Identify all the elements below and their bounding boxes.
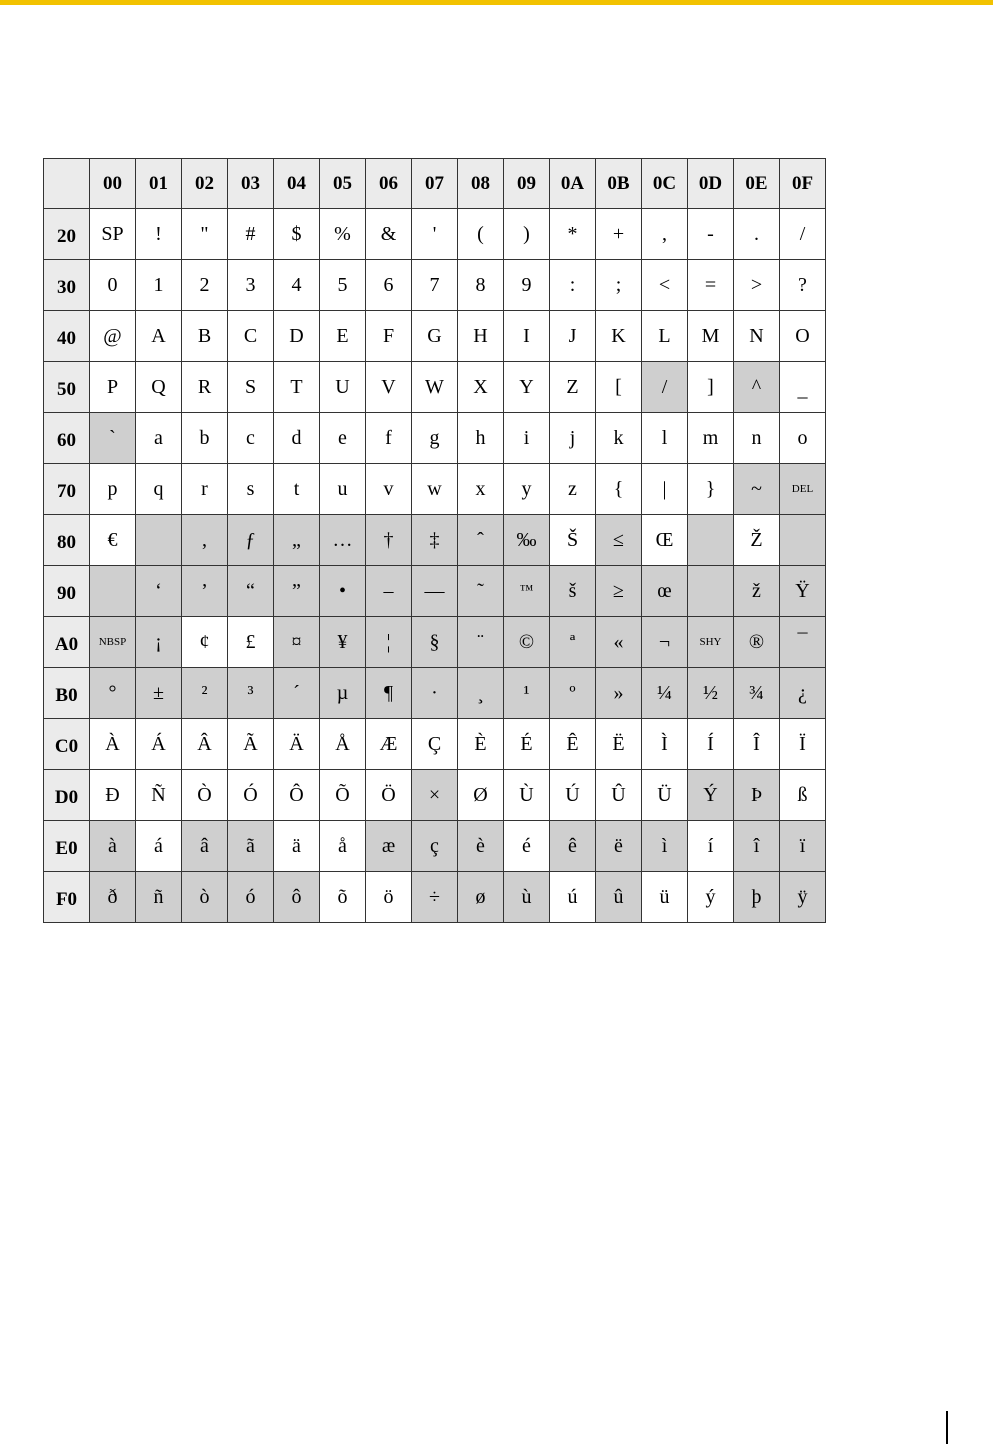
char-cell: ¾	[734, 668, 780, 719]
row-header: 80	[44, 515, 90, 566]
char-cell: í	[688, 821, 734, 872]
char-cell: u	[320, 464, 366, 515]
row-header: 50	[44, 362, 90, 413]
char-cell: *	[550, 209, 596, 260]
char-cell: SP	[90, 209, 136, 260]
char-cell: „	[274, 515, 320, 566]
char-cell: z	[550, 464, 596, 515]
char-cell: L	[642, 311, 688, 362]
char-cell: +	[596, 209, 642, 260]
table-row	[44, 821, 826, 872]
char-cell: h	[458, 413, 504, 464]
table-row	[44, 566, 826, 617]
char-cell: l	[642, 413, 688, 464]
char-cell: «	[596, 617, 642, 668]
char-cell: ô	[274, 872, 320, 923]
table-row	[44, 617, 826, 668]
char-cell: ’	[182, 566, 228, 617]
char-cell: œ	[642, 566, 688, 617]
column-header: 04	[274, 159, 320, 209]
char-cell: ü	[642, 872, 688, 923]
char-cell: <	[642, 260, 688, 311]
char-cell	[780, 515, 826, 566]
char-cell: ^	[734, 362, 780, 413]
char-cell: |	[642, 464, 688, 515]
table-row	[44, 464, 826, 515]
char-cell: Ê	[550, 719, 596, 770]
char-cell: W	[412, 362, 458, 413]
table-row	[44, 668, 826, 719]
table-row	[44, 260, 826, 311]
char-cell: p	[90, 464, 136, 515]
char-cell: DEL	[780, 464, 826, 515]
char-cell: £	[228, 617, 274, 668]
char-cell: á	[136, 821, 182, 872]
char-cell: T	[274, 362, 320, 413]
char-cell: ?	[780, 260, 826, 311]
char-cell: À	[90, 719, 136, 770]
char-cell: ¯	[780, 617, 826, 668]
char-cell: ,	[642, 209, 688, 260]
char-cell: O	[780, 311, 826, 362]
row-header: 20	[44, 209, 90, 260]
char-cell: ‰	[504, 515, 550, 566]
table-row	[44, 872, 826, 923]
char-cell: m	[688, 413, 734, 464]
char-cell: /	[642, 362, 688, 413]
char-cell: Þ	[734, 770, 780, 821]
char-cell: [	[596, 362, 642, 413]
char-cell: j	[550, 413, 596, 464]
char-cell: ½	[688, 668, 734, 719]
char-cell: d	[274, 413, 320, 464]
char-cell: 4	[274, 260, 320, 311]
char-cell: û	[596, 872, 642, 923]
char-cell: ]	[688, 362, 734, 413]
char-cell: B	[182, 311, 228, 362]
char-cell: ¨	[458, 617, 504, 668]
char-cell: X	[458, 362, 504, 413]
char-cell: ·	[412, 668, 458, 719]
table-row	[44, 209, 826, 260]
char-cell: Y	[504, 362, 550, 413]
char-cell: Ù	[504, 770, 550, 821]
char-cell: 5	[320, 260, 366, 311]
row-header: 30	[44, 260, 90, 311]
char-cell: Ö	[366, 770, 412, 821]
char-cell: N	[734, 311, 780, 362]
table-row	[44, 515, 826, 566]
column-header: 09	[504, 159, 550, 209]
char-cell: ¿	[780, 668, 826, 719]
char-cell: 9	[504, 260, 550, 311]
char-cell: g	[412, 413, 458, 464]
char-cell: k	[596, 413, 642, 464]
char-cell: ³	[228, 668, 274, 719]
char-cell: R	[182, 362, 228, 413]
char-cell: Ú	[550, 770, 596, 821]
char-cell: Á	[136, 719, 182, 770]
char-cell: 1	[136, 260, 182, 311]
char-cell: @	[90, 311, 136, 362]
char-cell: ‡	[412, 515, 458, 566]
char-cell: ≤	[596, 515, 642, 566]
char-cell: æ	[366, 821, 412, 872]
char-cell: Ó	[228, 770, 274, 821]
char-cell: P	[90, 362, 136, 413]
char-cell: €	[90, 515, 136, 566]
char-cell: :	[550, 260, 596, 311]
char-cell: ¡	[136, 617, 182, 668]
char-cell: n	[734, 413, 780, 464]
char-cell: µ	[320, 668, 366, 719]
char-cell: ™	[504, 566, 550, 617]
top-rule	[0, 0, 993, 5]
char-cell: I	[504, 311, 550, 362]
char-cell: 6	[366, 260, 412, 311]
char-cell: è	[458, 821, 504, 872]
char-cell: Ý	[688, 770, 734, 821]
char-cell: 7	[412, 260, 458, 311]
character-code-table	[43, 158, 826, 923]
char-cell: V	[366, 362, 412, 413]
column-header: 0D	[688, 159, 734, 209]
char-cell: »	[596, 668, 642, 719]
char-cell: ²	[182, 668, 228, 719]
page-edge-mark	[946, 1411, 948, 1444]
char-cell: Ñ	[136, 770, 182, 821]
char-cell: þ	[734, 872, 780, 923]
row-header: 70	[44, 464, 90, 515]
char-cell: ±	[136, 668, 182, 719]
column-header: 0C	[642, 159, 688, 209]
char-cell: î	[734, 821, 780, 872]
char-cell: É	[504, 719, 550, 770]
char-cell: å	[320, 821, 366, 872]
char-cell: ¬	[642, 617, 688, 668]
char-cell: "	[182, 209, 228, 260]
char-cell: â	[182, 821, 228, 872]
char-cell: ®	[734, 617, 780, 668]
char-cell: C	[228, 311, 274, 362]
column-header: 01	[136, 159, 182, 209]
char-cell: Õ	[320, 770, 366, 821]
char-cell: ý	[688, 872, 734, 923]
char-cell: ß	[780, 770, 826, 821]
char-cell: ´	[274, 668, 320, 719]
char-cell: J	[550, 311, 596, 362]
char-cell: ì	[642, 821, 688, 872]
row-header: A0	[44, 617, 90, 668]
char-cell: Æ	[366, 719, 412, 770]
char-cell: ©	[504, 617, 550, 668]
char-cell: ¥	[320, 617, 366, 668]
char-cell: é	[504, 821, 550, 872]
char-cell: ~	[734, 464, 780, 515]
row-header: B0	[44, 668, 90, 719]
char-cell: `	[90, 413, 136, 464]
char-cell: ù	[504, 872, 550, 923]
char-cell: ò	[182, 872, 228, 923]
column-header: 0A	[550, 159, 596, 209]
char-cell: “	[228, 566, 274, 617]
char-cell: =	[688, 260, 734, 311]
char-cell: H	[458, 311, 504, 362]
char-cell: ë	[596, 821, 642, 872]
char-cell: ;	[596, 260, 642, 311]
char-cell: ˜	[458, 566, 504, 617]
column-header: 06	[366, 159, 412, 209]
column-header: 02	[182, 159, 228, 209]
char-cell: ä	[274, 821, 320, 872]
char-cell: .	[734, 209, 780, 260]
row-header: C0	[44, 719, 90, 770]
char-cell: 0	[90, 260, 136, 311]
char-cell: Ô	[274, 770, 320, 821]
char-cell: ≥	[596, 566, 642, 617]
row-header: D0	[44, 770, 90, 821]
row-header: 90	[44, 566, 90, 617]
row-header: F0	[44, 872, 90, 923]
char-cell: '	[412, 209, 458, 260]
table-row	[44, 770, 826, 821]
char-cell: Ä	[274, 719, 320, 770]
char-cell: q	[136, 464, 182, 515]
char-cell: ð	[90, 872, 136, 923]
column-header: 0B	[596, 159, 642, 209]
column-header: 07	[412, 159, 458, 209]
char-cell: Ì	[642, 719, 688, 770]
char-cell: Š	[550, 515, 596, 566]
char-cell: Â	[182, 719, 228, 770]
row-header: 60	[44, 413, 90, 464]
char-cell: >	[734, 260, 780, 311]
char-cell: •	[320, 566, 366, 617]
char-cell: ó	[228, 872, 274, 923]
char-cell: _	[780, 362, 826, 413]
char-cell: a	[136, 413, 182, 464]
char-cell: ,	[182, 515, 228, 566]
char-cell	[688, 566, 734, 617]
char-cell: w	[412, 464, 458, 515]
char-cell: A	[136, 311, 182, 362]
char-cell: f	[366, 413, 412, 464]
char-cell: NBSP	[90, 617, 136, 668]
char-cell: ƒ	[228, 515, 274, 566]
char-cell: Û	[596, 770, 642, 821]
column-header: 0E	[734, 159, 780, 209]
char-cell: ê	[550, 821, 596, 872]
char-cell: ˆ	[458, 515, 504, 566]
char-cell: —	[412, 566, 458, 617]
char-cell: }	[688, 464, 734, 515]
char-cell	[90, 566, 136, 617]
char-cell: Œ	[642, 515, 688, 566]
char-cell: Ð	[90, 770, 136, 821]
char-cell: !	[136, 209, 182, 260]
column-header: 00	[90, 159, 136, 209]
char-cell: U	[320, 362, 366, 413]
char-cell: ¢	[182, 617, 228, 668]
char-cell: E	[320, 311, 366, 362]
char-cell: x	[458, 464, 504, 515]
char-cell: ¶	[366, 668, 412, 719]
char-cell: È	[458, 719, 504, 770]
char-cell: õ	[320, 872, 366, 923]
table-row	[44, 719, 826, 770]
char-cell: ÿ	[780, 872, 826, 923]
table-row	[44, 413, 826, 464]
char-cell: –	[366, 566, 412, 617]
char-cell: ï	[780, 821, 826, 872]
char-cell: e	[320, 413, 366, 464]
char-cell: SHY	[688, 617, 734, 668]
char-cell	[688, 515, 734, 566]
char-cell: D	[274, 311, 320, 362]
char-cell: Ò	[182, 770, 228, 821]
char-cell: b	[182, 413, 228, 464]
char-cell: ª	[550, 617, 596, 668]
char-cell: y	[504, 464, 550, 515]
char-cell: 8	[458, 260, 504, 311]
char-cell	[136, 515, 182, 566]
char-cell: ¸	[458, 668, 504, 719]
char-cell: -	[688, 209, 734, 260]
row-header: E0	[44, 821, 90, 872]
char-cell: Ï	[780, 719, 826, 770]
char-cell: s	[228, 464, 274, 515]
column-header: 05	[320, 159, 366, 209]
char-cell: …	[320, 515, 366, 566]
char-cell: &	[366, 209, 412, 260]
char-cell: F	[366, 311, 412, 362]
char-cell: v	[366, 464, 412, 515]
char-cell: à	[90, 821, 136, 872]
char-cell: ”	[274, 566, 320, 617]
char-cell: ¹	[504, 668, 550, 719]
char-cell: ×	[412, 770, 458, 821]
char-cell: Ø	[458, 770, 504, 821]
char-cell: #	[228, 209, 274, 260]
char-cell: (	[458, 209, 504, 260]
table-row	[44, 362, 826, 413]
char-cell: †	[366, 515, 412, 566]
char-cell: {	[596, 464, 642, 515]
char-cell: ‘	[136, 566, 182, 617]
char-cell: o	[780, 413, 826, 464]
char-cell: Ÿ	[780, 566, 826, 617]
column-header: 03	[228, 159, 274, 209]
char-cell: ñ	[136, 872, 182, 923]
char-cell: §	[412, 617, 458, 668]
char-cell: Ž	[734, 515, 780, 566]
char-cell: ž	[734, 566, 780, 617]
char-cell: ú	[550, 872, 596, 923]
char-cell: ø	[458, 872, 504, 923]
char-cell: °	[90, 668, 136, 719]
char-cell: Ë	[596, 719, 642, 770]
char-cell: Å	[320, 719, 366, 770]
table-row	[44, 311, 826, 362]
char-cell: c	[228, 413, 274, 464]
char-cell: )	[504, 209, 550, 260]
char-cell: M	[688, 311, 734, 362]
char-cell: Í	[688, 719, 734, 770]
char-cell: ã	[228, 821, 274, 872]
corner-cell	[44, 159, 90, 209]
char-cell: $	[274, 209, 320, 260]
char-cell: ¦	[366, 617, 412, 668]
char-cell: t	[274, 464, 320, 515]
char-cell: š	[550, 566, 596, 617]
row-header: 40	[44, 311, 90, 362]
char-cell: ÷	[412, 872, 458, 923]
char-cell: ¤	[274, 617, 320, 668]
char-cell: K	[596, 311, 642, 362]
char-cell: Z	[550, 362, 596, 413]
char-cell: S	[228, 362, 274, 413]
column-header: 0F	[780, 159, 826, 209]
char-cell: Ã	[228, 719, 274, 770]
column-header: 08	[458, 159, 504, 209]
char-cell: r	[182, 464, 228, 515]
column-header-row	[44, 159, 826, 209]
char-cell: º	[550, 668, 596, 719]
char-cell: %	[320, 209, 366, 260]
char-cell: Q	[136, 362, 182, 413]
char-cell: i	[504, 413, 550, 464]
char-cell: 3	[228, 260, 274, 311]
char-cell: G	[412, 311, 458, 362]
char-cell: Ü	[642, 770, 688, 821]
char-cell: Î	[734, 719, 780, 770]
char-cell: ç	[412, 821, 458, 872]
char-cell: ö	[366, 872, 412, 923]
char-cell: Ç	[412, 719, 458, 770]
char-cell: 2	[182, 260, 228, 311]
char-cell: ¼	[642, 668, 688, 719]
char-cell: /	[780, 209, 826, 260]
